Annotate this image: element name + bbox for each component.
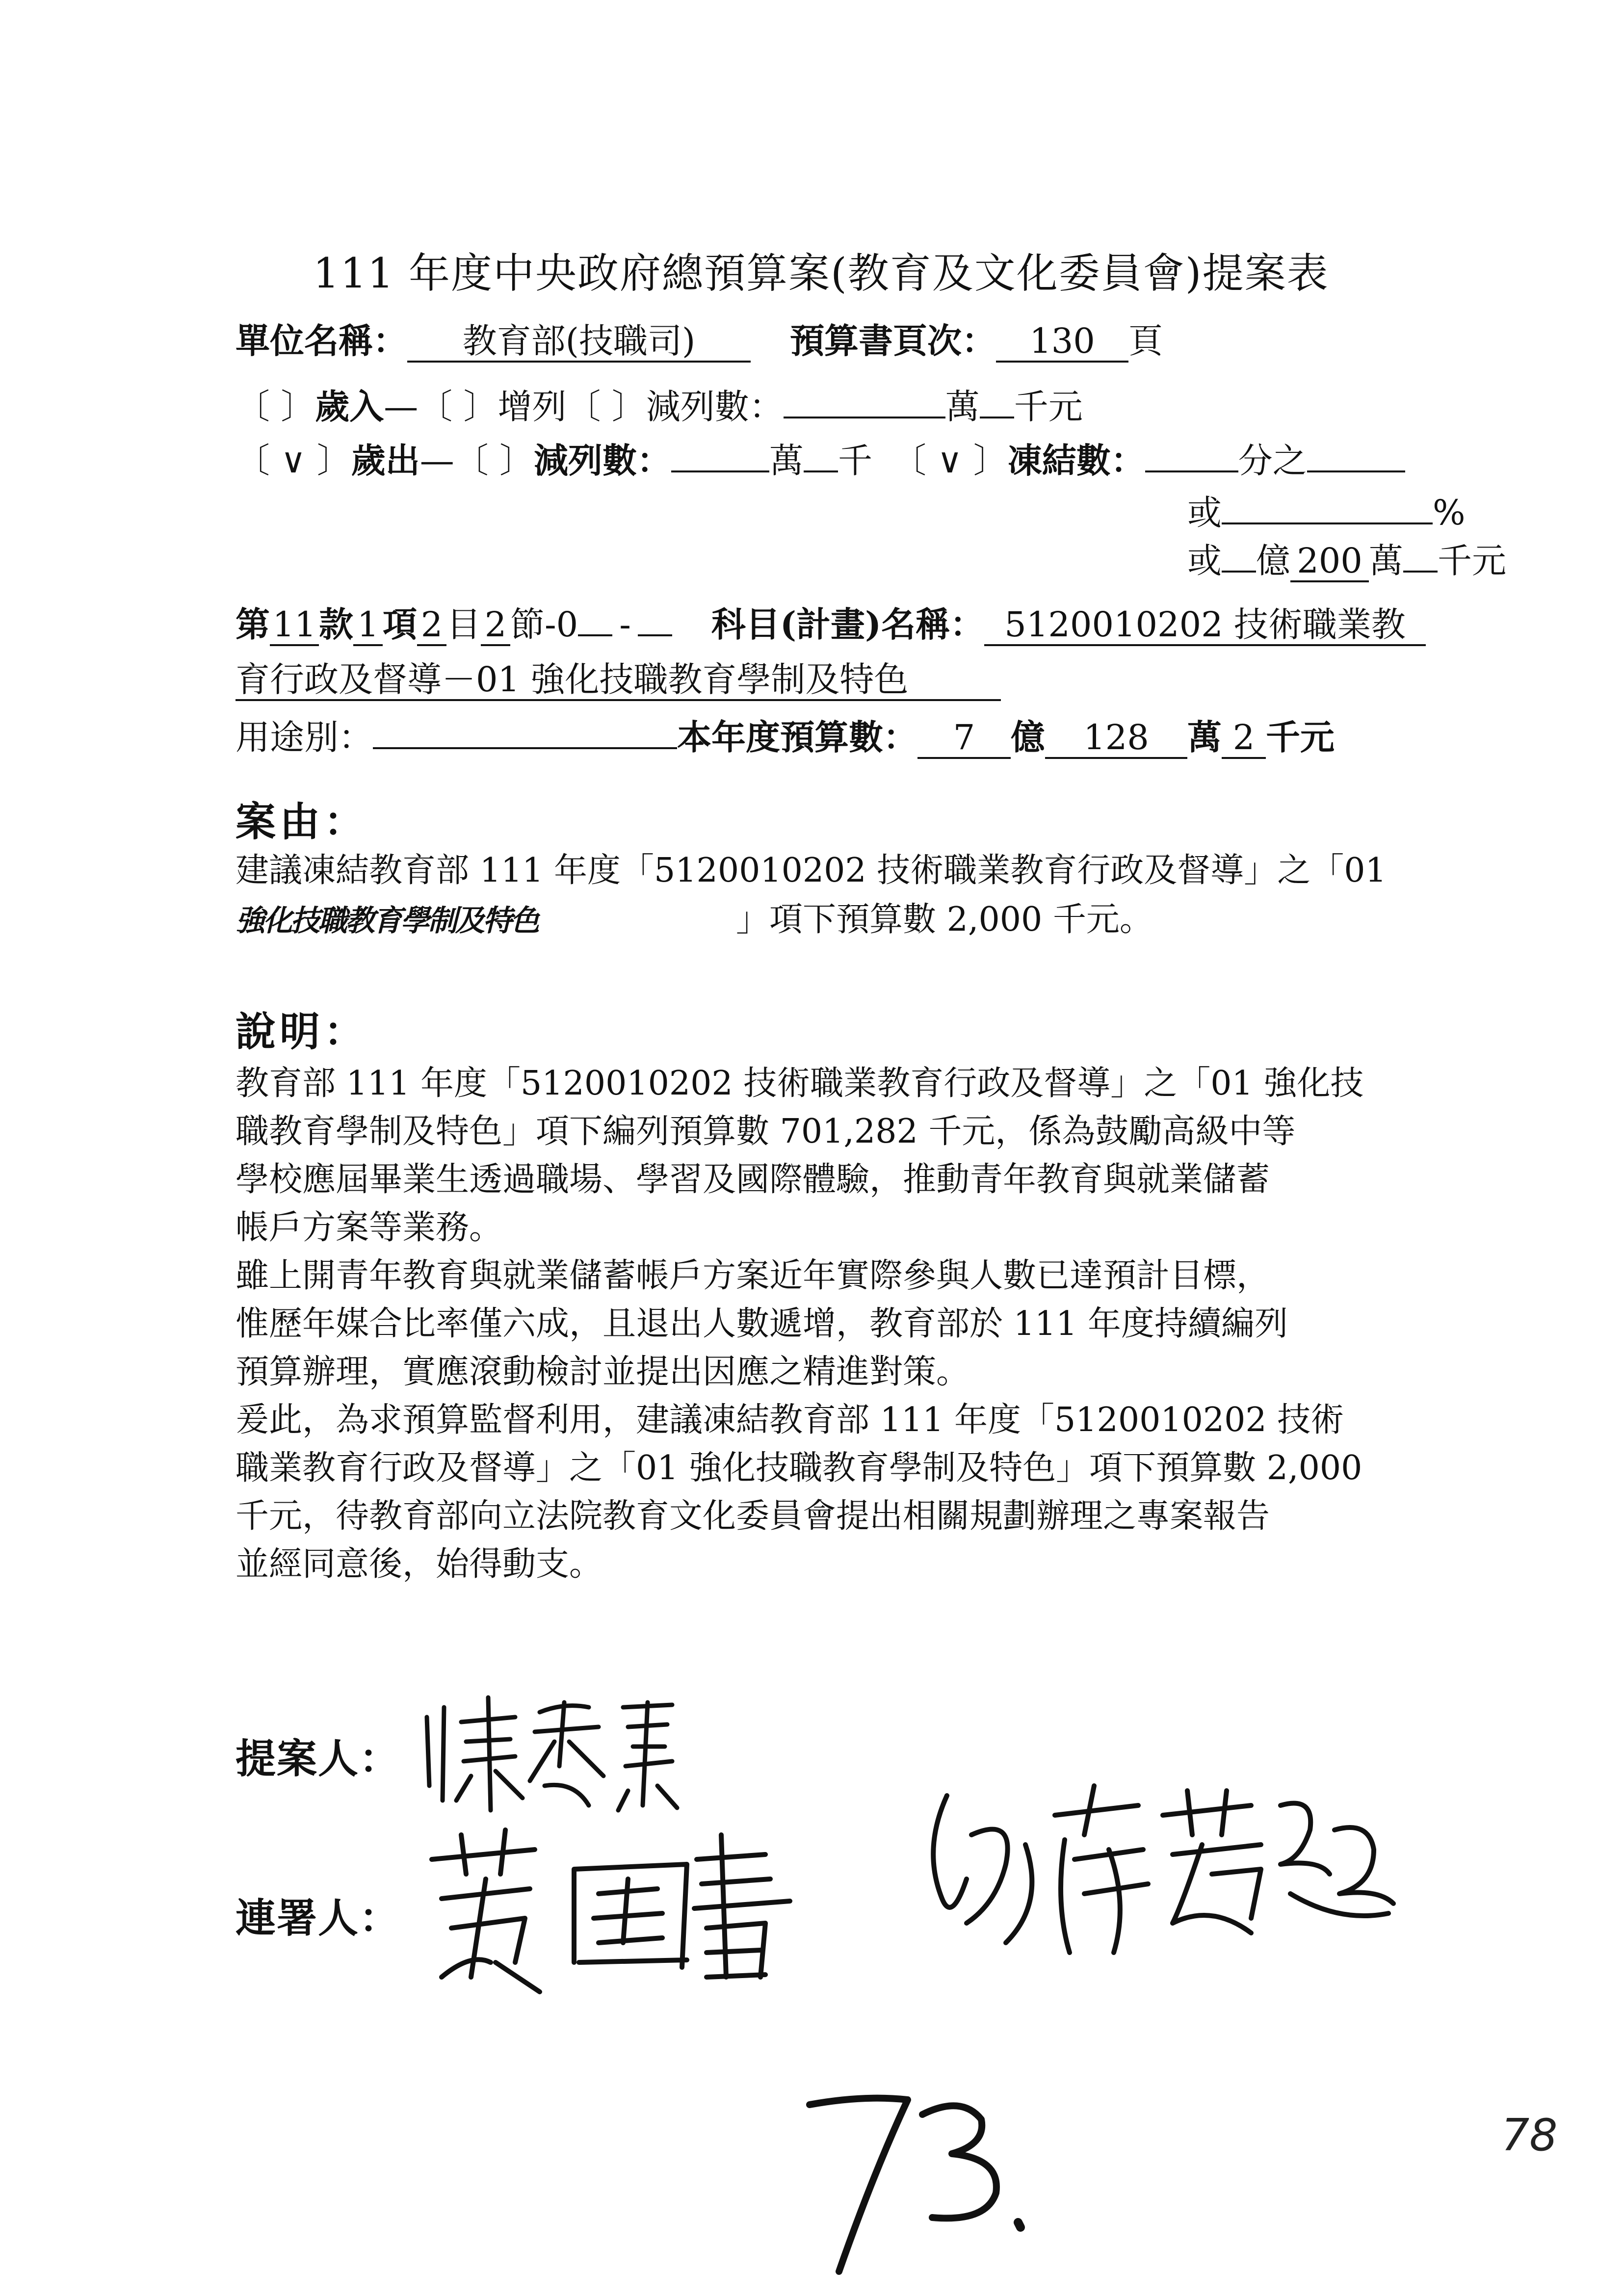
form-title: 111 年度中央政府總預算案(教育及文化委員會)提案表	[313, 249, 1329, 297]
expense-cut-label: 減列數：	[534, 440, 672, 481]
explanation-line: 千元，待教育部向立法院教育文化委員會提出相關規劃辦理之專案報告	[236, 1497, 1270, 1536]
freeze-wan-value: 200	[1290, 541, 1369, 582]
explanation-line: 惟歷年媒合比率僅六成，且退出人數遞增，教育部於 111 年度持續編列	[236, 1305, 1288, 1343]
unit-row	[236, 319, 1163, 363]
item-suffix: -0	[545, 604, 578, 645]
item-mu: 目	[446, 604, 481, 645]
revenue-qianyuan: 千元	[1014, 387, 1083, 427]
handwritten-number-large	[795, 2075, 1050, 2281]
item-dash: -	[619, 604, 631, 645]
expense-qian: 千	[838, 441, 873, 481]
subject-line-2: 育行政及督導－01 強化技職教育學制及特色	[236, 660, 1001, 701]
revenue-cut-label: 減列數：	[646, 387, 784, 427]
revenue-wan-blank	[784, 417, 945, 418]
item-xiang: 項	[383, 604, 417, 645]
page-value: 130	[996, 321, 1128, 363]
proposer-signature	[417, 1688, 692, 1815]
budget-yi-value: 7	[917, 718, 1011, 759]
item-row	[236, 602, 1426, 647]
expense-label: 歲出	[351, 440, 420, 481]
item-jie: 節	[510, 604, 545, 645]
reason-handwritten-insert: 強化技職教育學制及特色	[236, 904, 538, 938]
subject-row-2	[236, 657, 1001, 702]
explanation-line: 並經同意後，始得動支。	[236, 1545, 603, 1584]
expense-wan: 萬	[769, 441, 804, 481]
revenue-wan: 萬	[945, 387, 980, 427]
freeze-denominator-blank	[1145, 470, 1238, 472]
freeze-percent-blank	[1222, 522, 1433, 524]
item-jie-value: 2	[481, 605, 510, 646]
expense-check: 〔 ∨ 〕	[236, 441, 351, 481]
freeze-yi-blank	[1222, 571, 1256, 573]
explanation-line: 爰此，為求預算監督利用，建議凍結教育部 111 年度「5120010202 技術	[236, 1401, 1344, 1439]
expense-wan-blank	[671, 470, 769, 472]
unit-label: 單位名稱：	[236, 320, 407, 361]
freeze-label: 凍結數：	[1007, 440, 1145, 481]
explanation-line: 教育部 111 年度「5120010202 技術職業教育行政及督導」之「01 強化技	[236, 1064, 1364, 1103]
revenue-cut-check: 〔 〕	[566, 387, 646, 427]
cosigner-signature-2	[908, 1776, 1398, 1962]
item-blank-2	[638, 634, 672, 636]
freeze-qianyuan: 千元	[1438, 541, 1506, 581]
proposer-label: 提案人：	[236, 1735, 401, 1782]
usage-label: 用途別：	[236, 717, 373, 757]
budget-wan-value: 128	[1045, 718, 1187, 759]
revenue-row	[236, 385, 1083, 429]
revenue-add-label: 增列	[498, 387, 567, 427]
explanation-line: 預算辦理，實應滾動檢討並提出因應之精進對策。	[236, 1353, 970, 1391]
usage-blank	[373, 747, 677, 749]
revenue-check: 〔 〕	[236, 387, 315, 427]
freeze-or-1: 或	[1187, 493, 1222, 533]
budget-yi: 億	[1011, 717, 1045, 757]
freeze-percent-row	[1187, 491, 1466, 535]
usage-row	[236, 715, 1335, 759]
freeze-qian-blank	[1403, 571, 1438, 573]
explanation-line: 職教育學制及特色」項下編列預算數 701,282 千元，係為鼓勵高級中等	[236, 1112, 1296, 1151]
freeze-amount-row	[1187, 539, 1506, 583]
reason-line-2	[236, 896, 1153, 945]
explanation-line: 帳戶方案等業務。	[236, 1208, 503, 1247]
item-di: 第	[236, 604, 270, 645]
revenue-dash: —	[384, 387, 419, 427]
item-xiang-value: 1	[353, 605, 383, 646]
budget-label: 本年度預算數：	[677, 717, 917, 757]
reason-line-2-end: 」項下預算數 2,000 千元。	[736, 900, 1153, 939]
freeze-percent-sign: %	[1433, 493, 1466, 533]
freeze-fen-zhi: 分之	[1238, 441, 1307, 481]
page-suffix: 頁	[1128, 321, 1163, 361]
explanation-line: 雖上開青年教育與就業儲蓄帳戶方案近年實際參與人數已達預計目標，	[236, 1256, 1270, 1295]
handwritten-number-small: 78	[1501, 2110, 1558, 2161]
subject-line-1: 5120010202 技術職業教	[984, 605, 1426, 646]
expense-cut-check: 〔 〕	[454, 441, 534, 481]
freeze-yi: 億	[1256, 541, 1290, 581]
freeze-check: 〔 ∨ 〕	[892, 441, 1008, 481]
revenue-qian-blank	[980, 417, 1014, 418]
reason-line-1: 建議凍結教育部 111 年度「5120010202 技術職業教育行政及督導」之「01	[236, 851, 1387, 890]
expense-row	[236, 439, 1405, 483]
expense-dash: —	[419, 441, 454, 481]
budget-qianyuan: 千元	[1266, 717, 1335, 757]
freeze-numerator-blank	[1307, 470, 1405, 472]
budget-wan: 萬	[1187, 717, 1222, 757]
item-kuan: 款	[319, 604, 353, 645]
unit-value: 教育部(技職司)	[407, 321, 751, 363]
item-blank-1	[578, 634, 612, 636]
cosigner-signature-1	[412, 1815, 814, 2002]
explanation-body	[236, 1060, 1363, 1589]
budget-qian-value: 2	[1222, 718, 1266, 759]
freeze-or-2: 或	[1187, 541, 1222, 581]
cosigner-label: 連署人：	[236, 1895, 401, 1942]
explanation-heading: 說明：	[236, 1008, 368, 1055]
freeze-wan: 萬	[1369, 541, 1403, 581]
expense-qian-blank	[804, 470, 838, 472]
subject-label: 科目(計畫)名稱：	[711, 604, 985, 645]
page-label: 預算書頁次：	[790, 320, 996, 361]
explanation-line: 學校應屆畢業生透過職場、學習及國際體驗，推動青年教育與就業儲蓄	[236, 1160, 1270, 1199]
revenue-add-check: 〔 〕	[418, 387, 498, 427]
revenue-label: 歲入	[315, 386, 384, 427]
item-mu-value: 2	[417, 605, 446, 646]
item-kuan-value: 11	[270, 605, 319, 646]
reason-heading: 案由：	[236, 798, 368, 845]
explanation-line: 職業教育行政及督導」之「01 強化技職教育學制及特色」項下預算數 2,000	[236, 1449, 1362, 1487]
